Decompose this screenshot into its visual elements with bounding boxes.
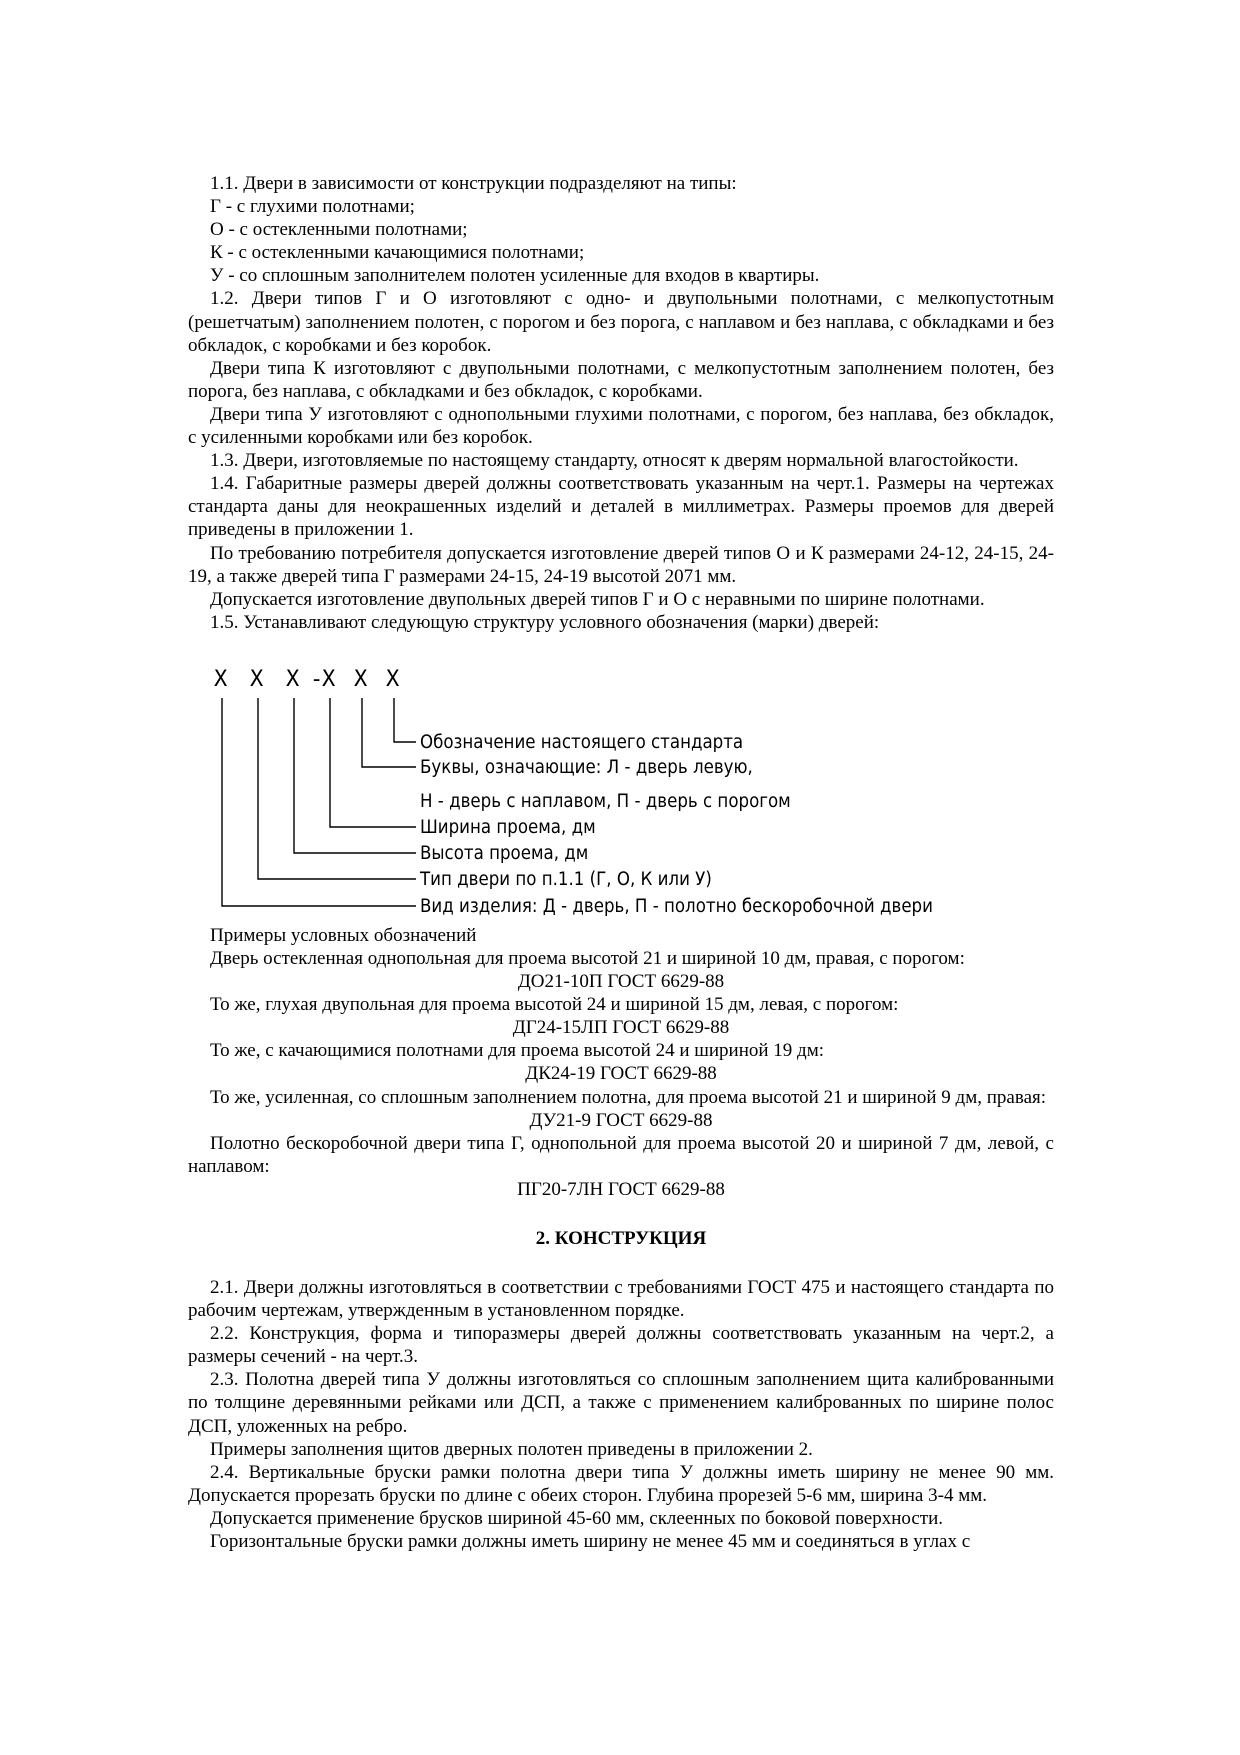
paragraph: По требованию потребителя допускается изготовление дверей типов О и К размерами 24-12, 24-15, 24-19, а также дверей типа Г размерами 24-15, 24-19 высотой 2071 мм. (188, 542, 1054, 587)
paragraph: Двери типа У изготовляют с однопольными глухими полотнами, с порогом, без наплава, без обкладок, с усиленными коробками или без коробок. (188, 403, 1054, 449)
example-mark: ПГ20-7ЛН ГОСТ 6629-88 (517, 1178, 725, 1200)
paragraph: Допускается применение брусков шириной 45-60 мм, склеенных по боковой поверхности. (210, 1507, 943, 1529)
paragraph: 1.4. Габаритные размеры дверей должны соответствовать указанным на черт.1. Размеры на чертежах стандарта даны для неокрашенных изделий и деталей в миллиметрах. Размеры проемов для дверей приведены в приложении 1. (188, 473, 1054, 541)
example-mark: ДК24-19 ГОСТ 6629-88 (525, 1063, 717, 1085)
diagram-dash: - (310, 666, 324, 692)
paragraph: 1.5. Устанавливают следующую структуру условного обозначения (марки) дверей: (210, 611, 880, 633)
section-heading: 2. КОНСТРУКЦИЯ (535, 1228, 707, 1249)
paragraph: 1.2. Двери типов Г и О изготовляют с одно- и двупольными полотнами, с мелкопустотным (решетчатым) заполнением полотен, с порогом и без порога, с наплавом и без наплава, с обкладками и без обкладок, с коробками и без коробок. (188, 288, 1054, 356)
paragraph: Примеры заполнения щитов дверных полотен приведены в приложении 2. (210, 1438, 813, 1460)
diagram-label: Ширина проема, дм (420, 816, 596, 838)
diagram-x: X (322, 666, 336, 692)
example-text: Дверь остекленная однопольная для проема высотой 21 и шириной 10 дм, правая, с порогом: (210, 947, 965, 969)
designation-structure-diagram (188, 660, 1054, 924)
paragraph: О - с остекленными полотнами; (210, 219, 468, 241)
paragraph: 2.1. Двери должны изготовляться в соответствии с требованиями ГОСТ 475 и настоящего стандарта по рабочим чертежам, утвержденным в установленном порядке. (188, 1277, 1054, 1322)
paragraph: 1.1. Двери в зависимости от конструкции подразделяют на типы: (210, 173, 737, 194)
paragraph: К - с остекленными качающимися полотнами; (210, 242, 585, 264)
document-page (188, 172, 1054, 1553)
diagram-label: Н - дверь с наплавом, П - дверь с порогом (420, 790, 791, 812)
example-text: То же, усиленная, со сплошным заполнением полотна, для проема высотой 21 и шириной 9 дм, правая: (210, 1086, 1047, 1108)
example-mark: ДО21-10П ГОСТ 6629-88 (517, 971, 725, 993)
paragraph: Двери типа К изготовляют с двупольными полотнами, с мелкопустотным заполнением полотен, без порога, без наплава, с обкладками и без обкладок, с коробками. (188, 357, 1054, 402)
connector-line (362, 698, 416, 767)
paragraph: 2.2. Конструкция, форма и типоразмеры дверей должны соответствовать указанным на черт.2, а размеры сечений - на черт.3. (188, 1323, 1054, 1368)
diagram-x: X (286, 666, 300, 692)
diagram-svg (188, 660, 1054, 924)
paragraph: Горизонтальные бруски рамки должны иметь ширину не менее 45 мм и соединяться в углах с (210, 1531, 971, 1553)
diagram-label: Обозначение настоящего стандарта (420, 731, 744, 753)
paragraph: Г - с глухими полотнами; (210, 196, 415, 218)
diagram-label: Тип двери по п.1.1 (Г, О, К или У) (420, 868, 712, 890)
paragraph: Допускается изготовление двупольных дверей типов Г и О с неравными по ширине полотнами. (210, 588, 985, 610)
diagram-x: X (250, 666, 264, 692)
diagram-label: Буквы, означающие: Л - дверь левую, (420, 756, 753, 778)
paragraph: 2.4. Вертикальные бруски рамки полотна двери типа У должны иметь ширину не менее 90 мм. Допускается прорезать бруски по длине с обеих сторон. Глубина прорезей 5-6 мм, ширина 3-4 мм. (188, 1461, 1054, 1506)
diagram-x: X (354, 666, 368, 692)
connector-line (330, 698, 416, 827)
diagram-label: Вид изделия: Д - дверь, П - полотно бескоробочной двери (420, 895, 933, 917)
connector-line (222, 698, 416, 906)
example-text: То же, глухая двупольная для проема высотой 24 и шириной 15 дм, левая, с порогом: (210, 994, 899, 1016)
connector-line (394, 698, 416, 742)
diagram-x: X (214, 666, 228, 692)
diagram-label: Высота проема, дм (420, 842, 589, 864)
example-mark: ДГ24-15ЛП ГОСТ 6629-88 (512, 1017, 730, 1039)
example-text: То же, с качающимися полотнами для проема высотой 24 и шириной 19 дм: (210, 1040, 825, 1062)
paragraph: 2.3. Полотна дверей типа У должны изготовляться со сплошным заполнением щита калиброванными по толщине деревянными рейками или ДСП, а также с применением калиброванных по ширине полос ДСП, уложенных на ребро. (188, 1369, 1054, 1437)
example-mark: ДУ21-9 ГОСТ 6629-88 (529, 1109, 713, 1131)
diagram-x: X (386, 666, 400, 692)
paragraph: 1.3. Двери, изготовляемые по настоящему стандарту, относят к дверям нормальной влагостойкости. (210, 450, 1019, 472)
connector-line (258, 698, 416, 879)
examples-title: Примеры условных обозначений (210, 924, 477, 946)
example-text: Полотно бескоробочной двери типа Г, однопольной для проема высотой 20 и шириной 7 дм, левой, с наплавом: (188, 1132, 1054, 1177)
paragraph: У - со сплошным заполнителем полотен усиленные для входов в квартиры. (210, 265, 820, 287)
connector-line (294, 698, 416, 853)
